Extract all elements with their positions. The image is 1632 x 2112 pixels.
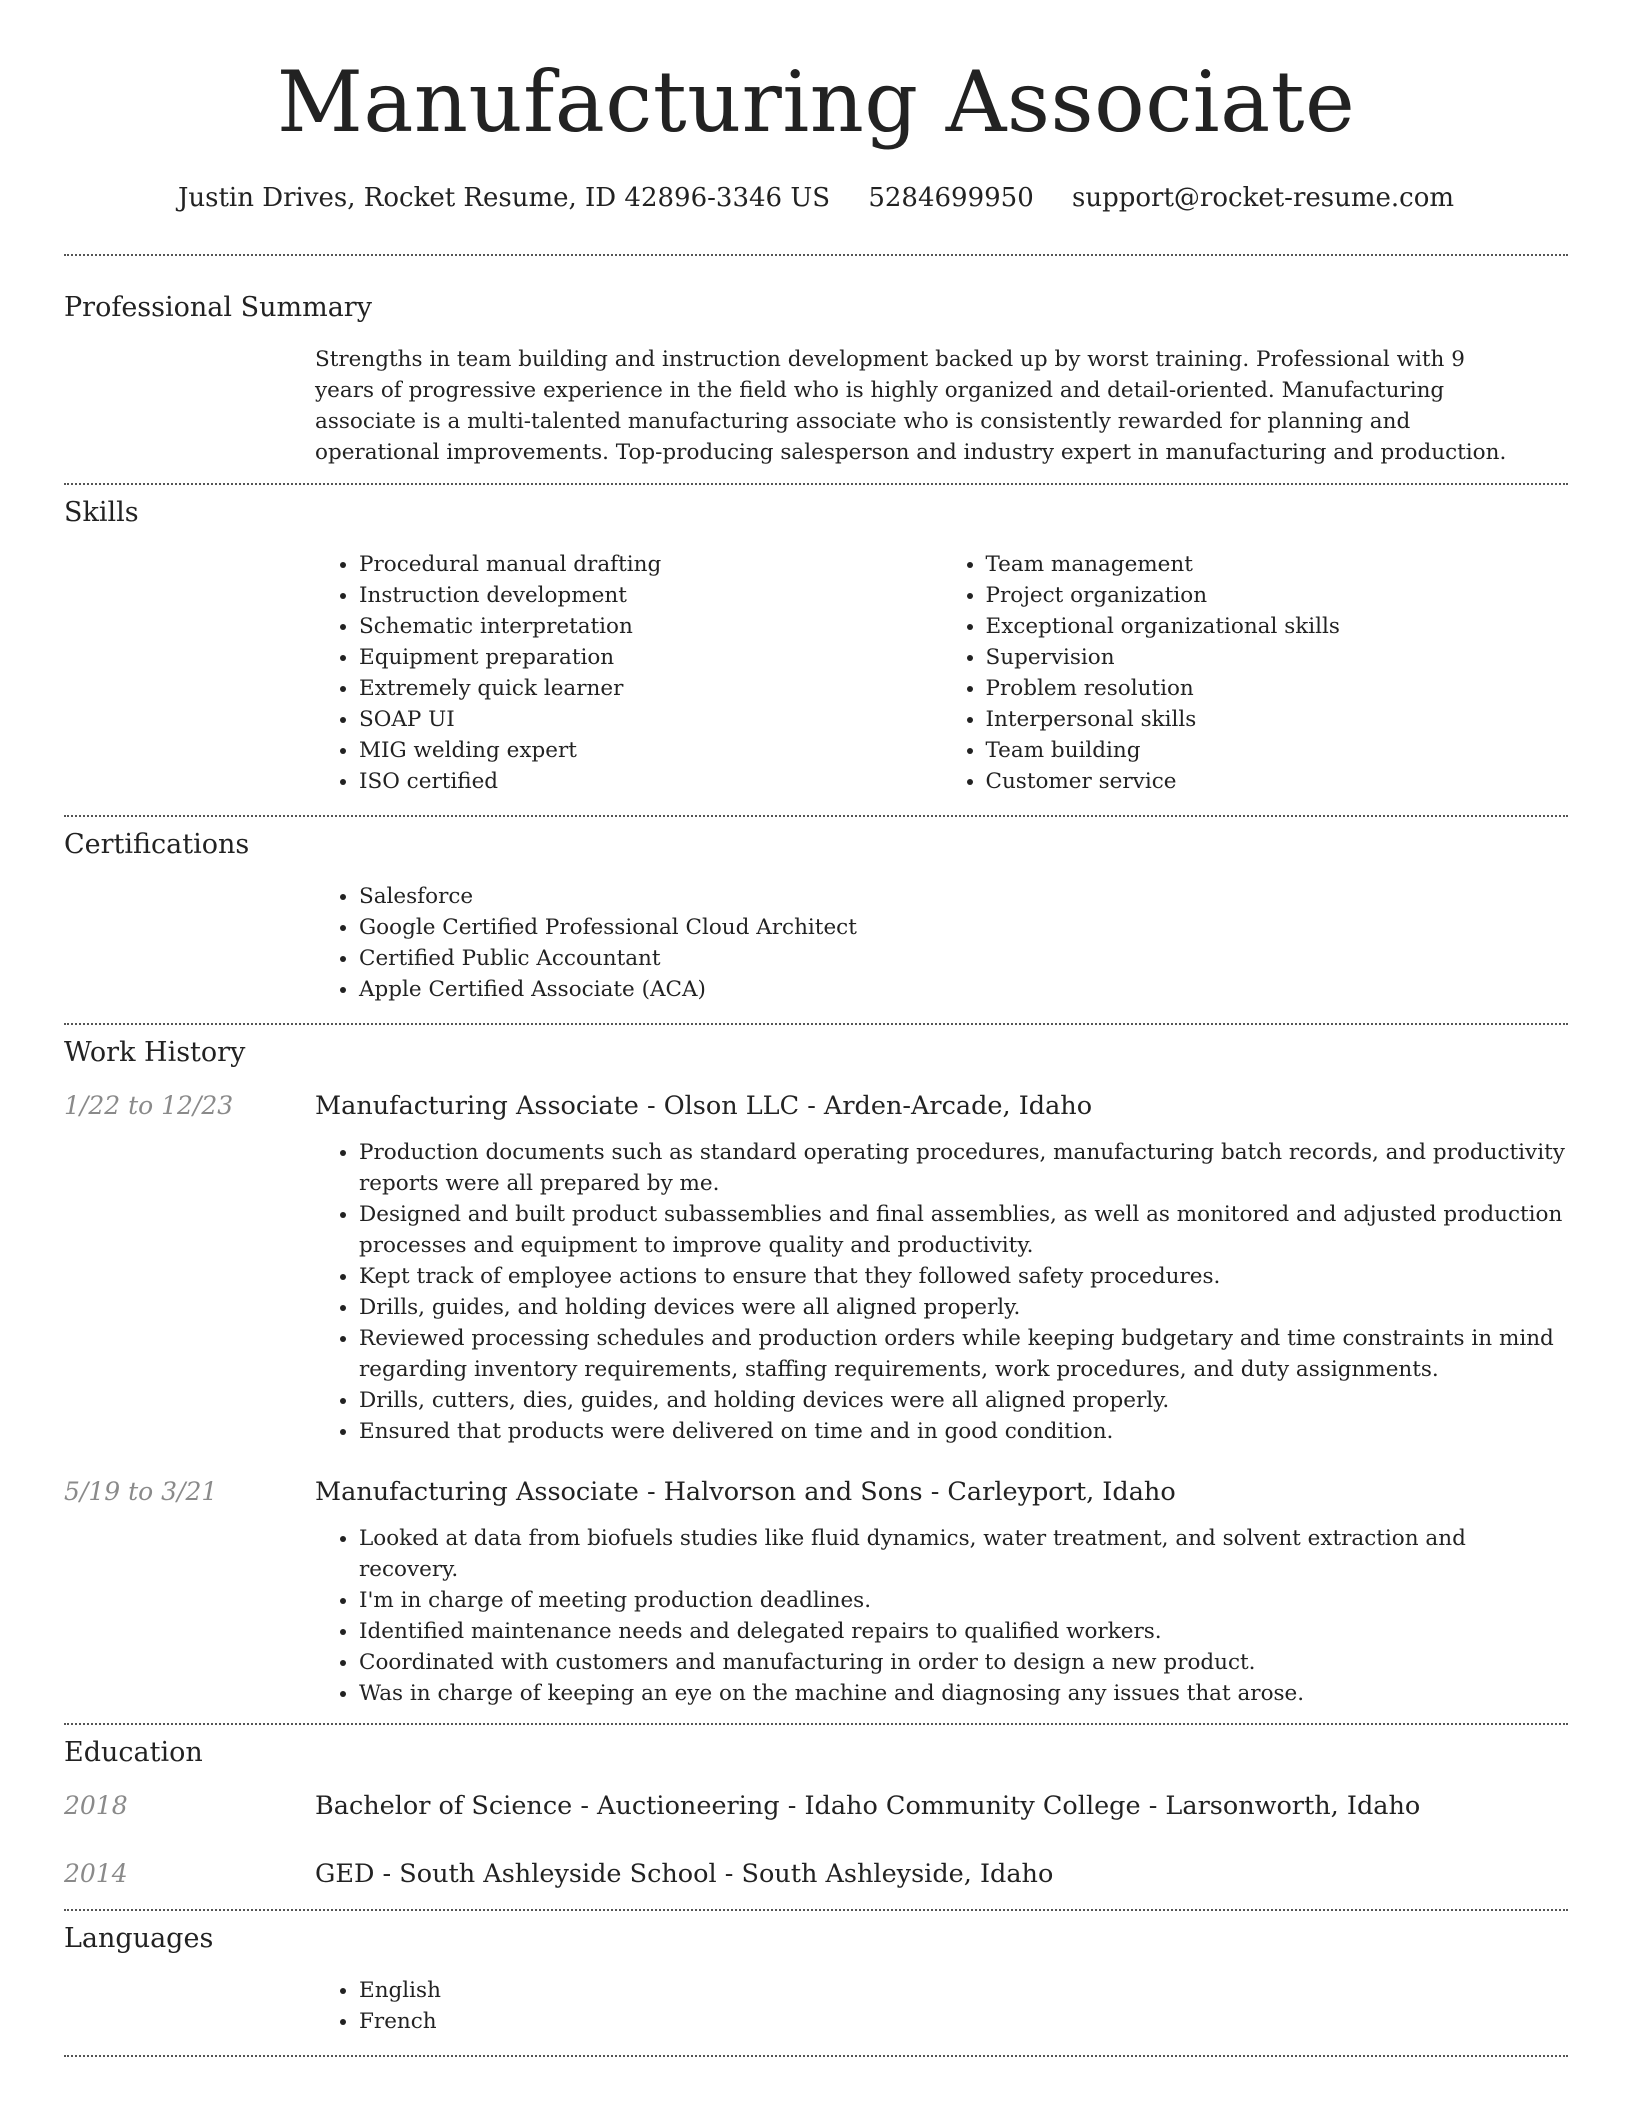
list-item: • Extremely quick learner xyxy=(359,673,942,704)
skills-list-left xyxy=(315,549,942,797)
education-title: GED - South Ashleyside School - South Ashleyside, Idaho xyxy=(315,1859,1054,1889)
job-entry xyxy=(64,1475,1568,1709)
list-item: • Was in charge of keeping an eye on the machine and diagnosing any issues that arose. xyxy=(359,1678,1568,1709)
list-item: • Team building xyxy=(986,735,1569,766)
list-item: • Production documents such as standard operating procedures, manufacturing batch records, and productivity reports were all prepared by me. xyxy=(359,1137,1568,1199)
list-item: • Reviewed processing schedules and production orders while keeping budgetary and time constraints in mind regarding inventory requirements, staffing requirements, work procedures, and duty assignments. xyxy=(359,1323,1568,1385)
list-item: • Certified Public Accountant xyxy=(359,943,1568,974)
certifications-section xyxy=(0,817,1632,1005)
job-title: Manufacturing Associate - Olson LLC - Arden-Arcade, Idaho xyxy=(315,1091,1093,1121)
summary-section xyxy=(0,256,1632,468)
list-item: • SOAP UI xyxy=(359,704,942,735)
list-item: • Salesforce xyxy=(359,881,1568,912)
list-item: • Instruction development xyxy=(359,580,942,611)
job-title: Manufacturing Associate - Halvorson and Sons - Carleyport, Idaho xyxy=(315,1477,1176,1507)
education-section xyxy=(0,1725,1632,1891)
list-item: • Identified maintenance needs and delegated repairs to qualified workers. xyxy=(359,1616,1568,1647)
certifications-heading: Certifications xyxy=(64,829,250,860)
list-item: • Google Certified Professional Cloud Architect xyxy=(359,912,1568,943)
job-bullets xyxy=(315,1523,1568,1709)
job-dates: 1/22 to 12/23 xyxy=(64,1091,234,1120)
list-item: • Team management xyxy=(986,549,1569,580)
resume-title: Manufacturing Associate xyxy=(276,53,1356,151)
list-item: • Procedural manual drafting xyxy=(359,549,942,580)
education-year: 2018 xyxy=(64,1791,128,1820)
job-dates: 5/19 to 3/21 xyxy=(64,1477,218,1506)
contact-line xyxy=(0,180,1632,216)
contact-email: support@rocket-resume.com xyxy=(1072,183,1455,213)
list-item: • Exceptional organizational skills xyxy=(986,611,1569,642)
skills-grid xyxy=(315,549,1568,797)
list-item: • Interpersonal skills xyxy=(986,704,1569,735)
list-item: • MIG welding expert xyxy=(359,735,942,766)
list-item: • Ensured that products were delivered on time and in good condition. xyxy=(359,1416,1568,1447)
list-item: • Apple Certified Associate (ACA) xyxy=(359,974,1568,1005)
summary-heading: Professional Summary xyxy=(64,292,372,323)
skills-heading: Skills xyxy=(64,497,139,528)
skills-section xyxy=(0,485,1632,797)
skills-list-right xyxy=(942,549,1569,797)
list-item: • Coordinated with customers and manufacturing in order to design a new product. xyxy=(359,1647,1568,1678)
list-item: • Equipment preparation xyxy=(359,642,942,673)
list-item: • Drills, guides, and holding devices were all aligned properly. xyxy=(359,1292,1568,1323)
list-item: • Drills, cutters, dies, guides, and holding devices were all aligned properly. xyxy=(359,1385,1568,1416)
list-item: • Looked at data from biofuels studies like fluid dynamics, water treatment, and solvent extraction and recovery. xyxy=(359,1523,1568,1585)
section-divider xyxy=(64,2055,1568,2057)
list-item: • Project organization xyxy=(986,580,1569,611)
resume-header xyxy=(0,0,1632,216)
certifications-list xyxy=(315,881,1568,1005)
list-item: • Kept track of employee actions to ensure that they followed safety procedures. xyxy=(359,1261,1568,1292)
summary-text: Strengths in team building and instruction development backed up by worst training. Professional with 9 years of progressive experience in the field who is highly organized and detail-oriented. Manufacturing associate is a multi-talented manufacturing associate who is consistently rewarded for planning and operational improvements. Top-producing salesperson and industry expert in manufacturing and production. xyxy=(315,347,1507,465)
job-entry xyxy=(64,1089,1568,1447)
education-year: 2014 xyxy=(64,1859,128,1888)
education-heading: Education xyxy=(64,1737,203,1768)
list-item: • English xyxy=(359,1975,1568,2006)
list-item: • Schematic interpretation xyxy=(359,611,942,642)
education-entry xyxy=(64,1789,1568,1823)
job-bullets xyxy=(315,1137,1568,1447)
languages-list xyxy=(315,1975,1568,2037)
languages-heading: Languages xyxy=(64,1923,214,1954)
list-item: • I'm in charge of meeting production deadlines. xyxy=(359,1585,1568,1616)
languages-section xyxy=(0,1911,1632,2037)
contact-address: Justin Drives, Rocket Resume, ID 42896-3346 US xyxy=(177,183,831,213)
education-entry xyxy=(64,1857,1568,1891)
education-title: Bachelor of Science - Auctioneering - Idaho Community College - Larsonworth, Idaho xyxy=(315,1791,1421,1821)
list-item: • French xyxy=(359,2006,1568,2037)
list-item: • Designed and built product subassemblies and final assemblies, as well as monitored and adjusted production processes and equipment to improve quality and productivity. xyxy=(359,1199,1568,1261)
work-section xyxy=(0,1025,1632,1709)
work-heading: Work History xyxy=(64,1037,246,1068)
list-item: • Problem resolution xyxy=(986,673,1569,704)
contact-phone: 5284699950 xyxy=(868,183,1034,213)
list-item: • Supervision xyxy=(986,642,1569,673)
list-item: • Customer service xyxy=(986,766,1569,797)
list-item: • ISO certified xyxy=(359,766,942,797)
